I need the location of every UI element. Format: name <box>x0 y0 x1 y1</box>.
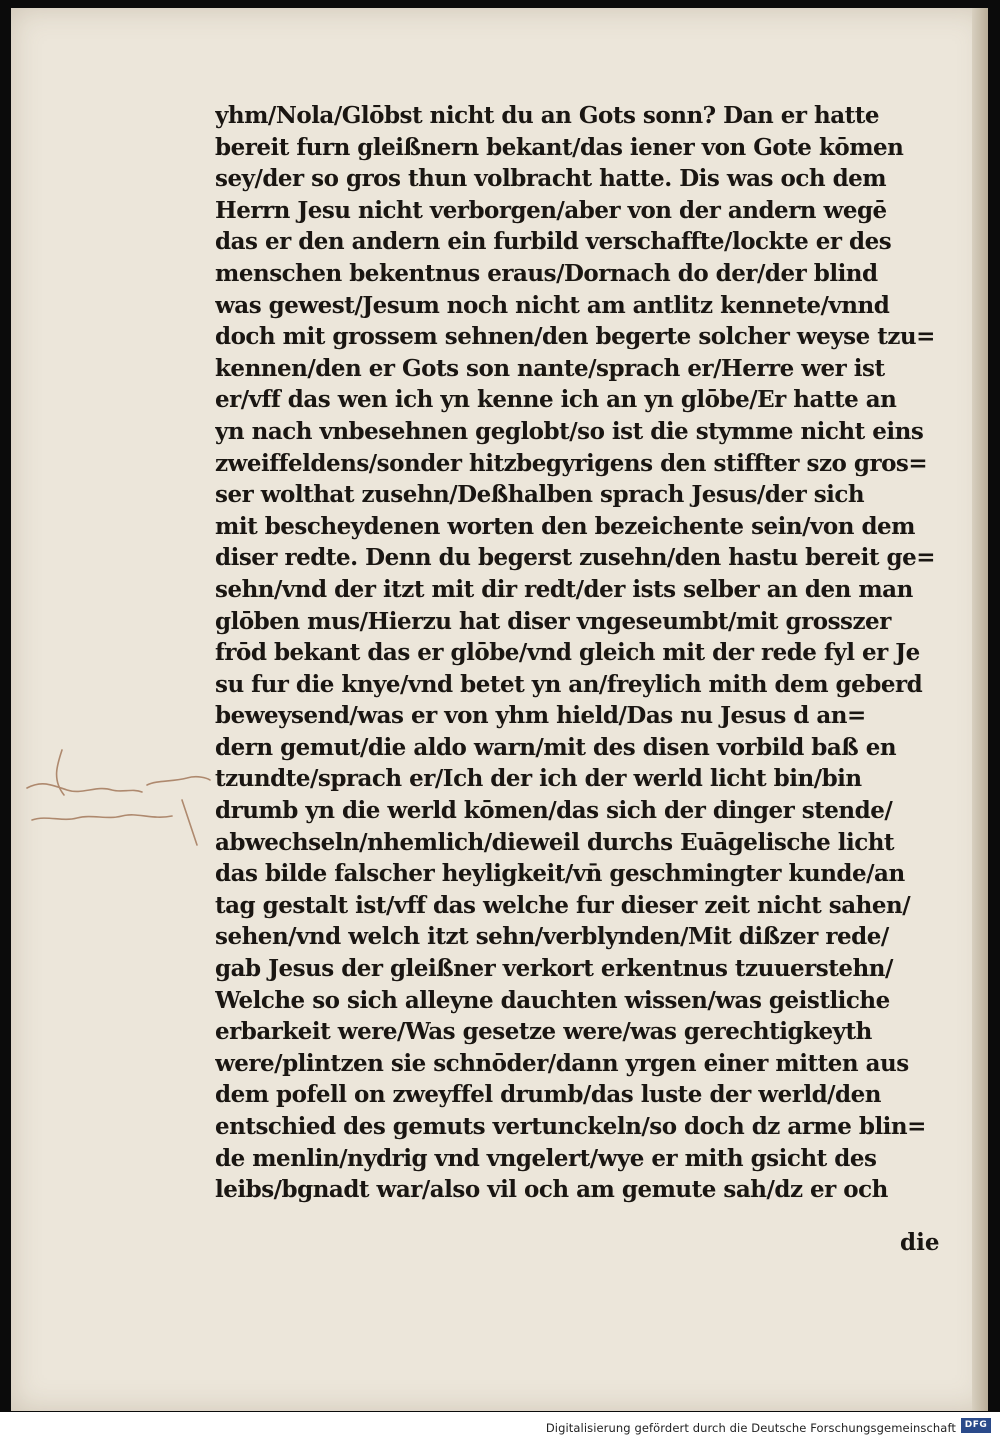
text-line: was gewest/Jesum noch nicht am antlitz kennete/vnnd <box>215 291 890 319</box>
text-line: tzundte/sprach er/Ich der ich der werld licht bin/bin <box>215 765 862 793</box>
text-line: erbarkeit were/Was gesetze were/was gerechtigkeyth <box>215 1018 872 1046</box>
text-line: de menlin/nydrig vnd vngelert/wye er mith gsicht des <box>215 1144 877 1172</box>
text-line: su fur die knye/vnd betet yn an/freylich mith dem geberd <box>215 670 923 698</box>
text-line: das bilde falscher heyligkeit/vn̄ geschmingter kunde/an <box>215 860 905 888</box>
text-line: yhm/Nola/Glōbst nicht du an Gots sonn? Dan er hatte <box>215 102 879 129</box>
main-text-block <box>215 100 955 1206</box>
text-line: Welche so sich alleyne dauchten wissen/was geistliche <box>215 986 890 1014</box>
text-line: dern gemut/die aldo warn/mit des disen vorbild baß en <box>215 733 897 761</box>
text-line: glōben mus/Hierzu hat diser vngeseumbt/mit grosszer <box>215 607 891 635</box>
handwritten-margin-annotation <box>22 740 212 850</box>
text-line: bereit furn gleißnern bekant/das iener von Gote kōmen <box>215 133 904 161</box>
text-line: zweiffeldens/sonder hitzbegyrigens den stiffter szo gros= <box>215 449 928 477</box>
text-line: sehn/vnd der itzt mit dir redt/der ists selber an den man <box>215 575 913 603</box>
text-line: ser wolthat zusehn/Deßhalben sprach Jesus/der sich <box>215 481 865 509</box>
text-line: Herrn Jesu nicht verborgen/aber von der andern wegē <box>215 196 887 224</box>
text-line: entschied des gemuts vertunckeln/so doch dz arme blin= <box>215 1113 926 1140</box>
text-line: diser redte. Denn du begerst zusehn/den hastu bereit ge= <box>215 544 936 572</box>
text-line: frōd bekant das er glōbe/vnd gleich mit der rede fyl er Je <box>215 639 920 667</box>
text-line: yn nach vnbesehnen geglobt/so ist die stymme nicht eins <box>215 417 924 445</box>
catchword: die <box>900 1229 940 1256</box>
text-line: tag gestalt ist/vff das welche fur dieser zeit nicht sahen/ <box>215 891 911 919</box>
text-line: das er den andern ein furbild verschaffte/lockte er des <box>215 228 892 256</box>
dfg-logo: DFG <box>961 1418 991 1433</box>
text-line: sey/der so gros thun volbracht hatte. Dis was och dem <box>215 165 887 193</box>
text-line: sehen/vnd welch itzt sehn/verblynden/Mit dißzer rede/ <box>215 923 889 951</box>
text-line: beweysend/was er von yhm hield/Das nu Jesus d an= <box>215 702 866 730</box>
text-line: kennen/den er Gots son nante/sprach er/Herre wer ist <box>215 354 885 382</box>
text-line: doch mit grossem sehnen/den begerte solcher weyse tzu= <box>215 323 935 351</box>
digitization-credit: Digitalisierung gefördert durch die Deutsche Forschungsgemeinschaft <box>545 1421 956 1435</box>
page-edge <box>972 8 988 1411</box>
text-line: leibs/bgnadt war/also vil och am gemute sah/dz er och <box>215 1176 888 1204</box>
text-line: mit bescheydenen worten den bezeichente sein/von dem <box>215 512 916 540</box>
text-line: er/vff das wen ich yn kenne ich an yn glōbe/Er hatte an <box>215 386 897 414</box>
text-line: drumb yn die werld kōmen/das sich der dinger stende/ <box>215 797 893 825</box>
text-line: gab Jesus der gleißner verkort erkentnus tzuuerstehn/ <box>215 955 893 983</box>
text-line: abwechseln/nhemlich/dieweil durchs Euāgelische licht <box>215 828 895 856</box>
text-line: menschen bekentnus eraus/Dornach do der/der blind <box>215 259 878 287</box>
text-line: were/plintzen sie schnōder/dann yrgen einer mitten aus <box>215 1049 909 1077</box>
text-line: dem pofell on zweyffel drumb/das luste der werld/den <box>215 1081 881 1109</box>
